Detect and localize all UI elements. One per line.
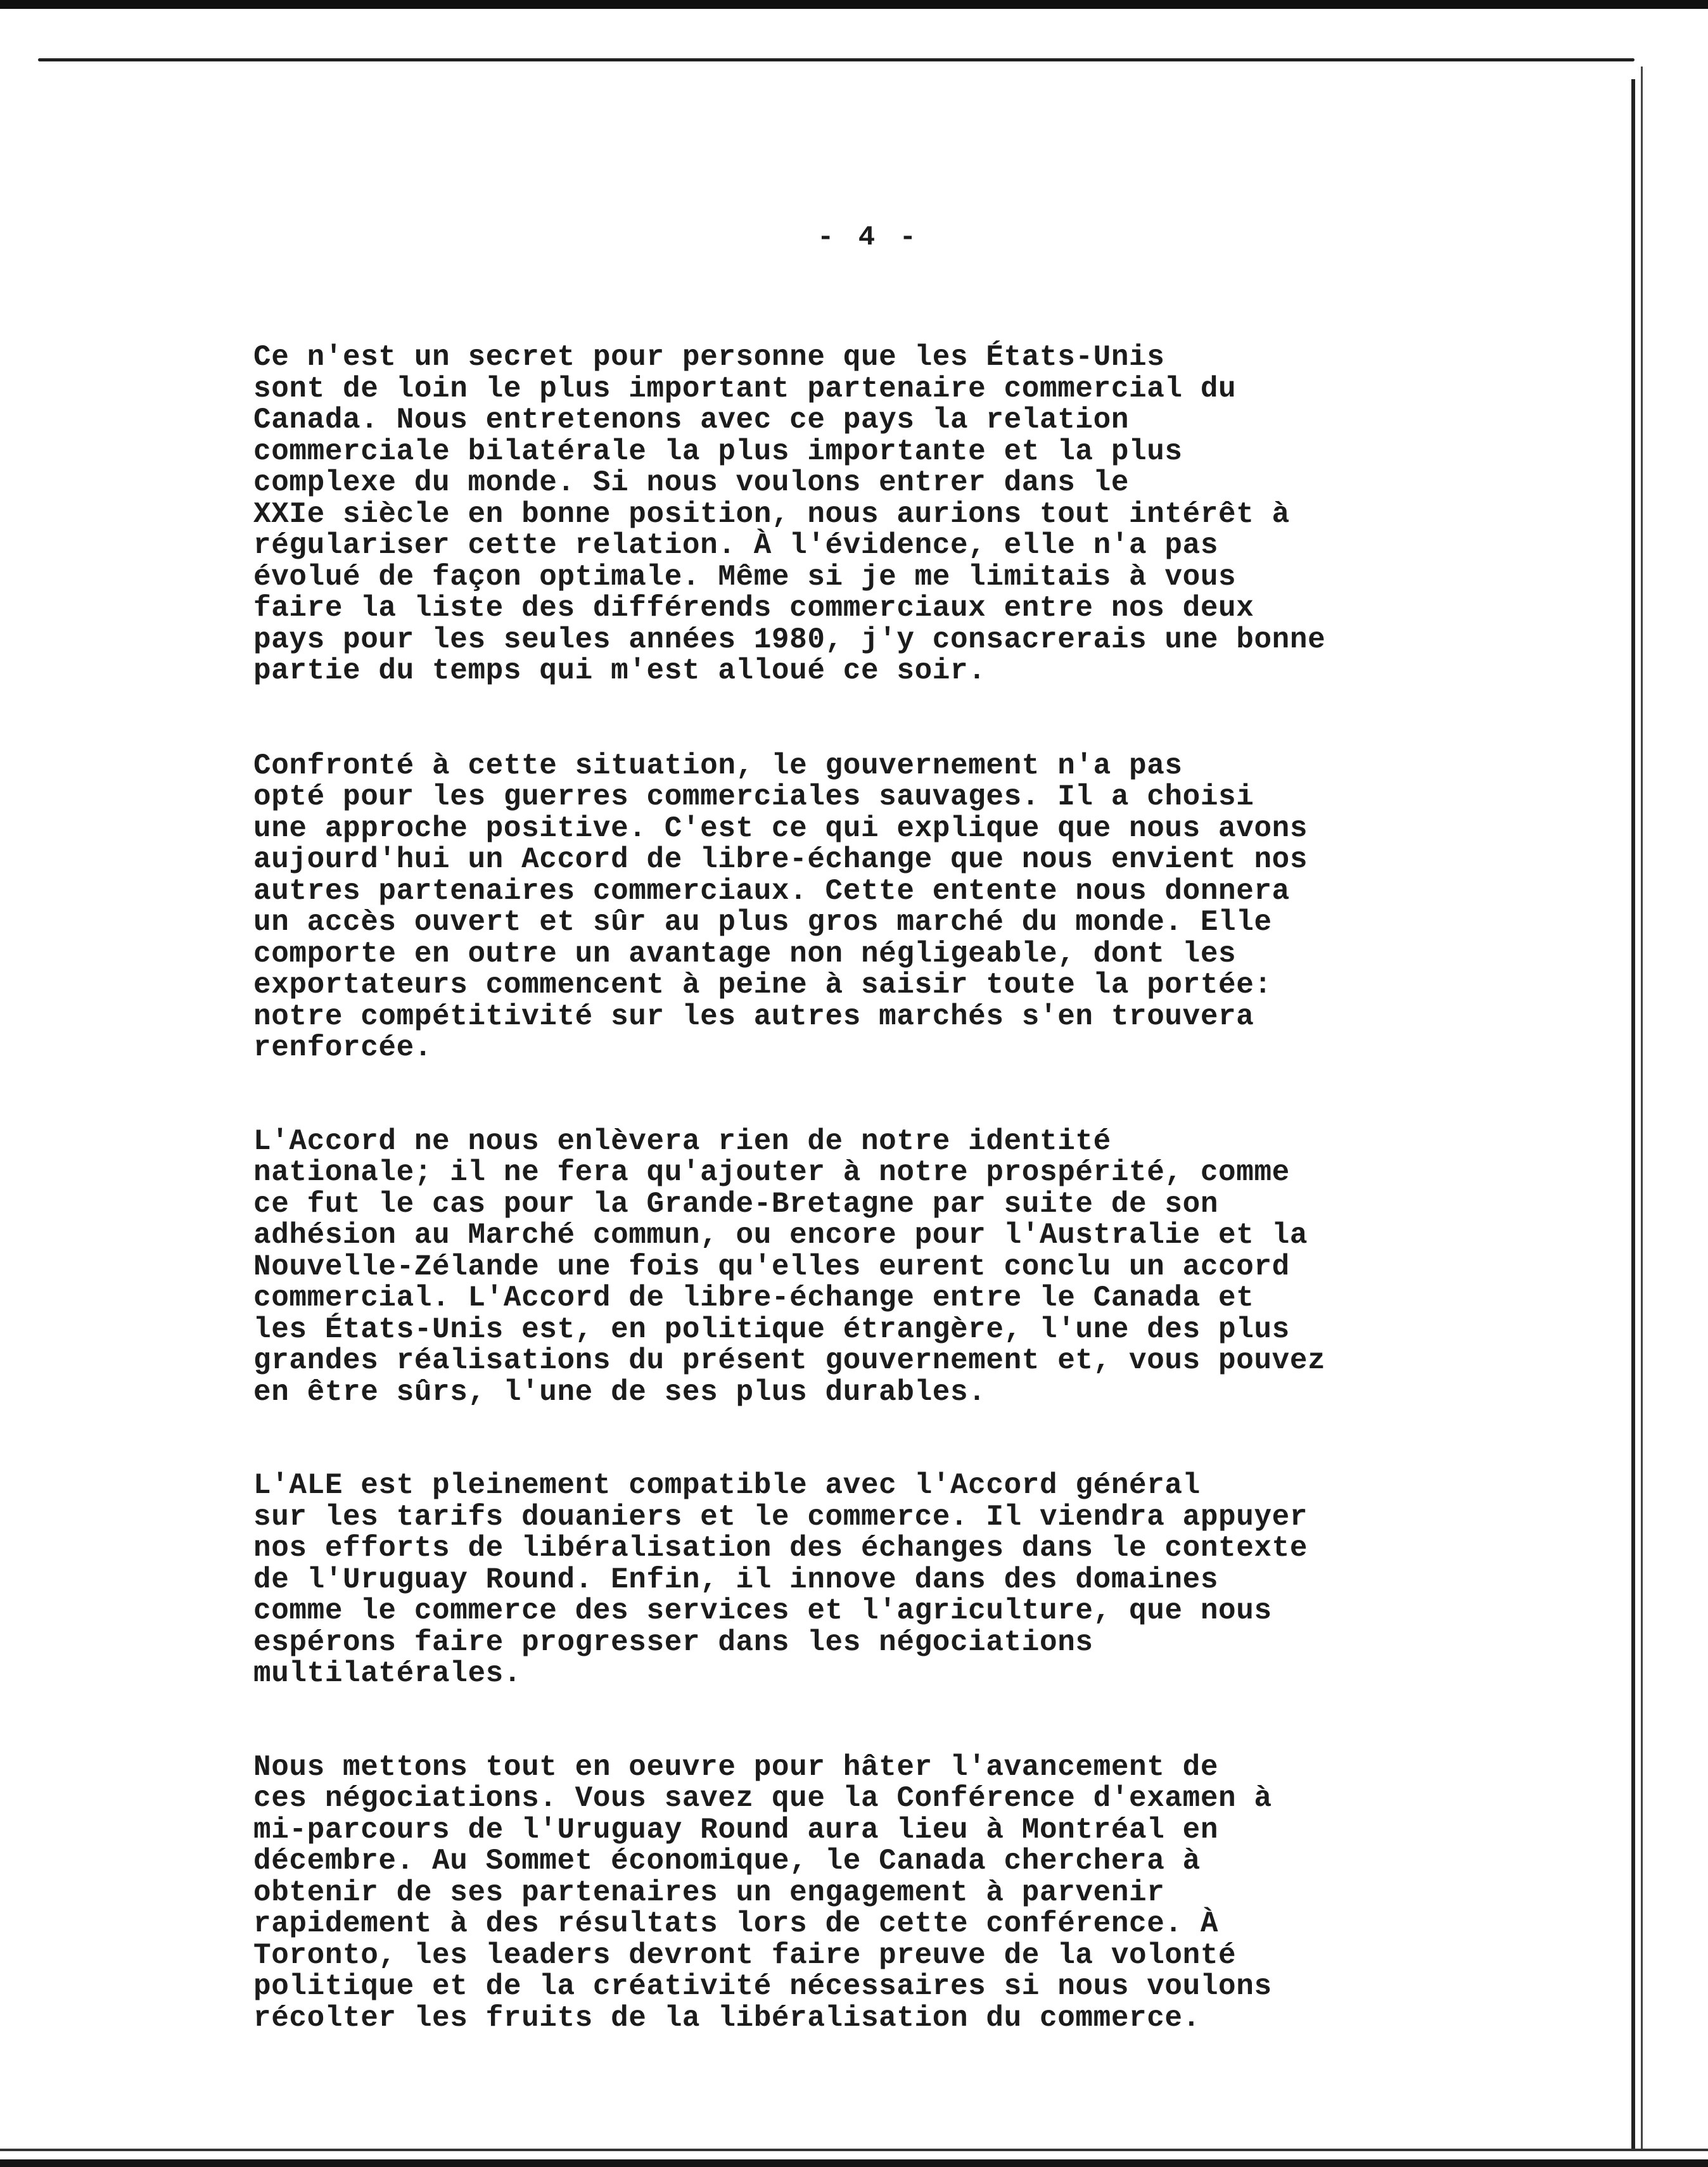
paragraph-5: Nous mettons tout en oeuvre pour hâter l'avancement de ces négociations. Vous savez que la Conférence d'examen à mi-parcours de l'Uruguay Round aura lieu à Montréal en décembre. Au Sommet économique, le Canada cherchera à obtenir de ses partenaires un engagement à parvenir rapidement à des résultats lors de cette conférence. À Toronto, les leaders devront faire preuve de la volonté politique et de la créativité nécessaires si nous voulons récolter les fruits de la libéralisation du commerce. xyxy=(253,1750,1272,2035)
paragraph-2: Confronté à cette situation, le gouvernement n'a pas opté pour les guerres commerciales sauvages. Il a choisi une approche positive. C'est ce qui explique que nous avons aujourd'hui un Accord de libre-échange que nous envient nos autres partenaires commerciaux. Cette entente nous donnera un accès ouvert et sûr au plus gros marché du monde. Elle comporte en outre un avantage non négligeable, dont les exportateurs commencent à peine à saisir toute la portée: notre compétitivité sur les autres marchés s'en trouvera renforcée. xyxy=(253,749,1308,1064)
paragraph-4: L'ALE est pleinement compatible avec l'Accord général sur les tarifs douaniers et le commerce. Il viendra appuyer nos efforts de libéralisation des échanges dans le contexte de l'Uruguay Round. Enfin, il innove dans des domaines comme le commerce des services et l'agriculture, que nous espérons faire progresser dans les négociations multilatérales. xyxy=(253,1469,1308,1690)
page-border-right xyxy=(1631,79,1635,2151)
paragraph-3: L'Accord ne nous enlèvera rien de notre identité nationale; il ne fera qu'ajouter à notre prospérité, comme ce fut le cas pour la Grande-Bretagne par suite de son adhésion au Marché commun, ou encore pour l'Australie et la Nouvelle-Zélande une fois qu'elles eurent conclu un accord commercial. L'Accord de libre-échange entre le Canada et les États-Unis est, en politique étrangère, l'une des plus grandes réalisations du présent gouvernement et, vous pouvez en être sûrs, l'une de ses plus durables. xyxy=(253,1124,1326,1409)
scan-edge-top xyxy=(0,0,1708,9)
scan-edge-bottom xyxy=(0,2159,1708,2167)
page-border-right-inner xyxy=(1641,67,1643,2151)
paragraph-1: Ce n'est un secret pour personne que les États-Unis sont de loin le plus important partenaire commercial du Canada. Nous entretenons avec ce pays la relation commerciale bilatérale la plus importante et la plus complexe du monde. Si nous voulons entrer dans le XXIe siècle en bonne position, nous aurions tout intérêt à régulariser cette relation. À l'évidence, elle n'a pas évolué de façon optimale. Même si je me limitais à vous faire la liste des différends commerciaux entre nos deux pays pour les seules années 1980, j'y consacrerais une bonne partie du temps qui m'est alloué ce soir. xyxy=(253,341,1326,687)
page-number: - 4 - xyxy=(817,222,921,253)
document-body xyxy=(253,342,1457,2096)
page-border-bottom xyxy=(0,2149,1708,2151)
page-border-top xyxy=(38,58,1635,61)
